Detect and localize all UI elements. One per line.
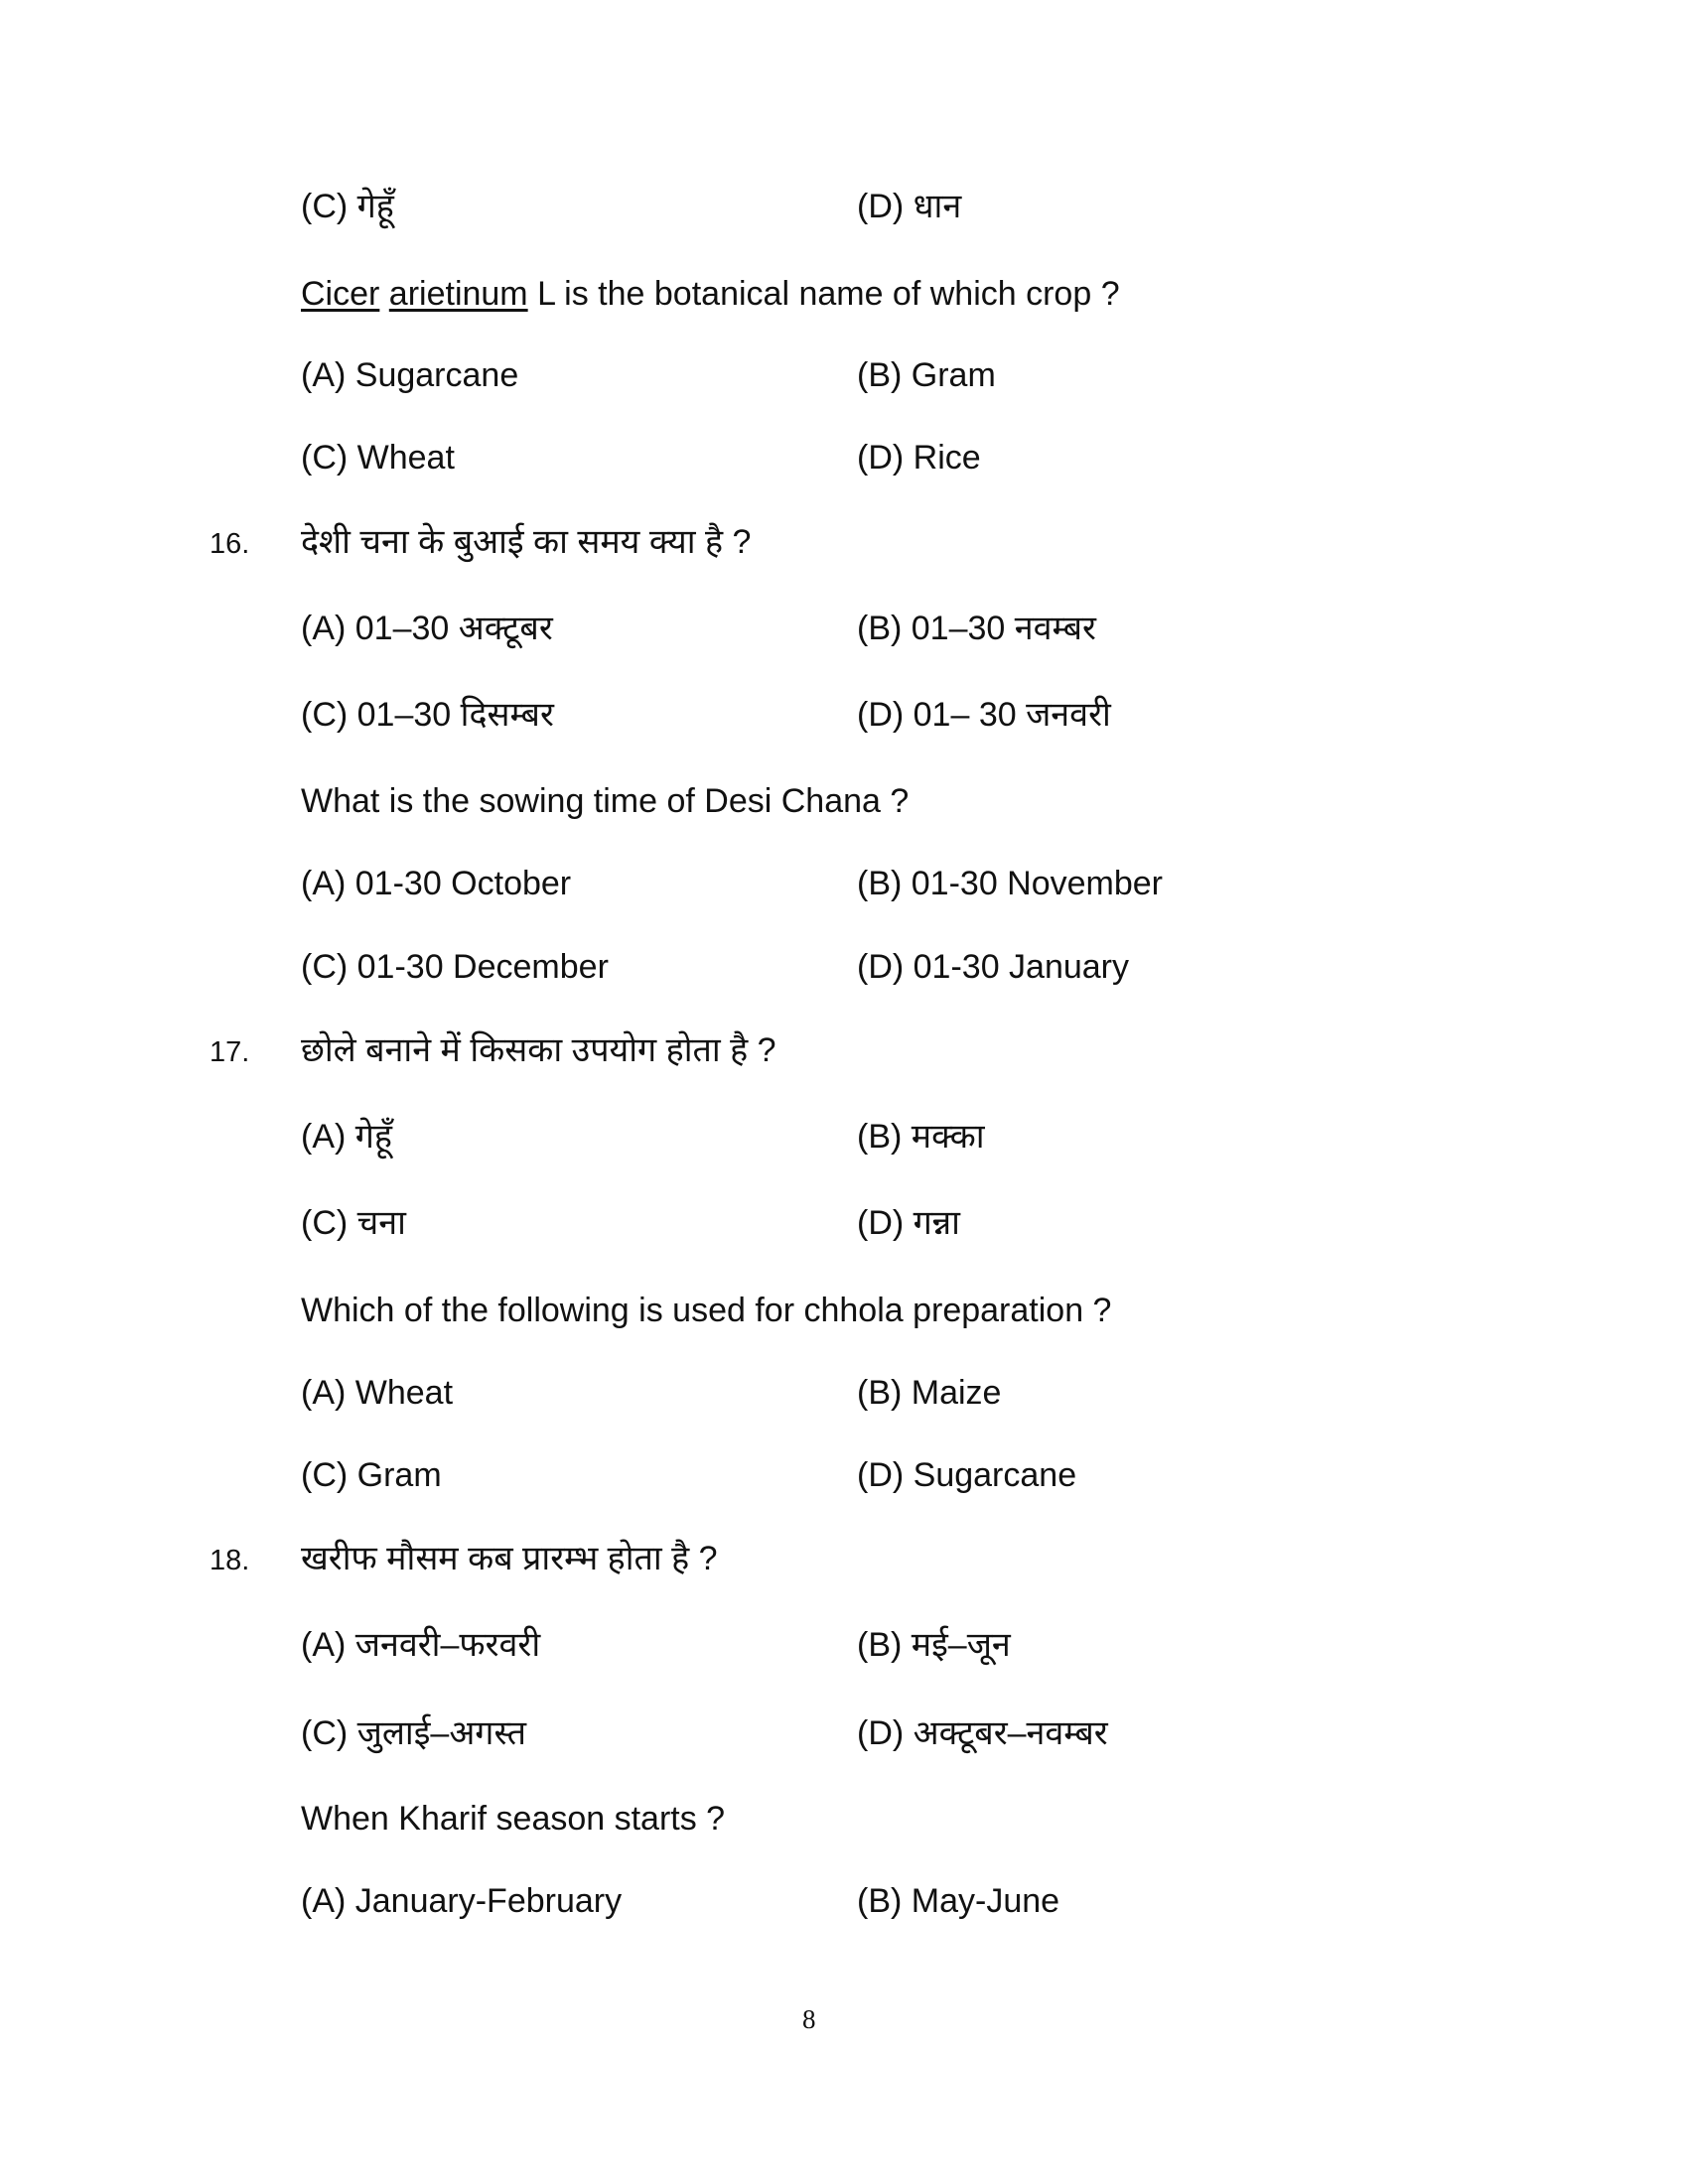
question-text-part: arietinum xyxy=(388,275,528,313)
option-left: (C) जुलाई–अगस्त xyxy=(301,1714,527,1752)
page-number: 8 xyxy=(802,2004,816,2034)
question-text: देशी चना के बुआई का समय क्या है ? xyxy=(301,523,752,561)
option-left: (C) गेहूँ xyxy=(301,188,394,225)
option-left: (C) Wheat xyxy=(301,439,455,477)
question-number: 16. xyxy=(210,528,250,560)
option-right: (D) 01– 30 जनवरी xyxy=(857,696,1111,734)
option-left: (C) चना xyxy=(301,1204,406,1242)
option-right: (D) 01-30 January xyxy=(857,948,1130,986)
option-left: (C) 01–30 दिसम्बर xyxy=(301,696,554,734)
option-right: (B) Gram xyxy=(857,356,996,394)
option-left: (C) 01-30 December xyxy=(301,948,609,986)
question-text: Which of the following is used for chhola preparation ? xyxy=(301,1292,1112,1329)
option-right: (B) May-June xyxy=(857,1882,1060,1920)
option-left: (A) January-February xyxy=(301,1882,623,1920)
question-text-part: L is the botanical name of which crop ? xyxy=(527,275,1120,313)
option-left: (A) 01-30 October xyxy=(301,865,572,902)
option-right: (D) धान xyxy=(857,188,962,225)
option-left: (A) Wheat xyxy=(301,1374,454,1412)
question-text-part: Cicer xyxy=(301,275,380,313)
option-left: (A) गेहूँ xyxy=(301,1118,392,1156)
question-number: 18. xyxy=(210,1545,250,1576)
question-text: खरीफ मौसम कब प्रारम्भ होता है ? xyxy=(301,1540,718,1577)
option-right: (B) Maize xyxy=(857,1374,1002,1412)
option-right: (B) मई–जून xyxy=(857,1626,1011,1664)
option-left: (A) Sugarcane xyxy=(301,356,519,394)
option-right: (B) 01-30 November xyxy=(857,865,1164,902)
question-text: When Kharif season starts ? xyxy=(301,1800,726,1838)
question-text xyxy=(301,274,1120,314)
question-text-part xyxy=(379,275,388,313)
question-text: छोले बनाने में किसका उपयोग होता है ? xyxy=(301,1031,776,1069)
option-right: (B) 01–30 नवम्बर xyxy=(857,610,1096,647)
question-number: 17. xyxy=(210,1036,250,1068)
option-left: (A) 01–30 अक्टूबर xyxy=(301,610,553,647)
option-right: (D) Rice xyxy=(857,439,981,477)
option-left: (C) Gram xyxy=(301,1456,442,1494)
option-right: (D) Sugarcane xyxy=(857,1456,1077,1494)
option-right: (B) मक्का xyxy=(857,1118,985,1156)
option-right: (D) अक्टूबर–नवम्बर xyxy=(857,1714,1108,1752)
question-text: What is the sowing time of Desi Chana ? xyxy=(301,782,910,820)
option-right: (D) गन्ना xyxy=(857,1204,960,1242)
option-left: (A) जनवरी–फरवरी xyxy=(301,1626,541,1664)
